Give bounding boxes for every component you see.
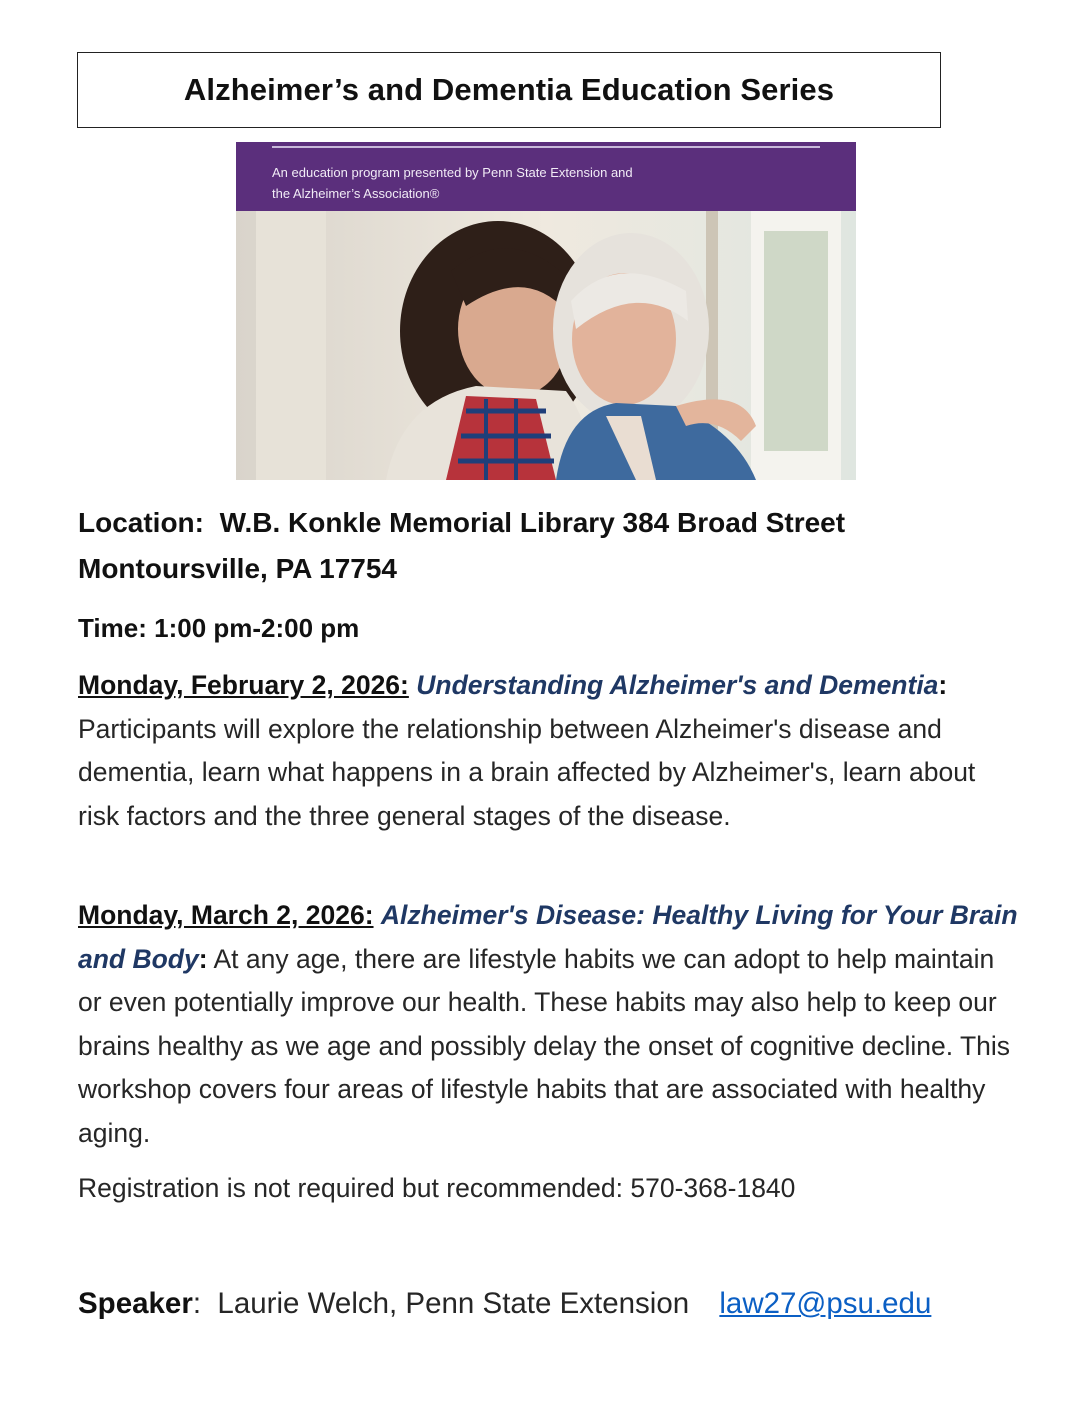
time-value: 1:00 pm-2:00 pm [154, 613, 360, 643]
time-label: Time: [78, 613, 147, 643]
banner-line-2: the Alzheimer’s Association® [272, 186, 440, 201]
session-2-colon: : [198, 943, 208, 974]
speaker-name: Laurie Welch, Penn State Extension [217, 1287, 690, 1320]
speaker-block: Speaker: Laurie Welch, Penn State Extension law27@psu.edu [78, 1287, 932, 1320]
two-women-smiling-photo-icon [236, 211, 856, 480]
time-block [78, 610, 1018, 646]
session-2 [78, 894, 1018, 1155]
banner-rule [272, 146, 820, 148]
session-1-date: Monday, February 2, 2026: [78, 670, 409, 700]
speaker-email-link[interactable]: law27@psu.edu [719, 1287, 932, 1320]
session-1 [78, 664, 1018, 838]
session-1-colon: : [938, 670, 948, 700]
page-title: Alzheimer’s and Dementia Education Series [183, 72, 835, 107]
session-1-description: Participants will explore the relationship between Alzheimer's disease and dementia, learn what happens in a brain affected by Alzheimer's, learn about risk factors and the three general stages of the disease. [78, 713, 976, 831]
session-2-topic: Alzheimer's Disease: Healthy Living for Your Brain and Body [78, 900, 1018, 974]
registration-note: Registration is not required but recommended: 570-368-1840 [78, 1173, 796, 1203]
title-box [77, 52, 941, 128]
session-2-date: Monday, March 2, 2026: [78, 900, 374, 930]
hero-banner [236, 142, 856, 211]
location-line-1: W.B. Konkle Memorial Library 384 Broad Street [219, 507, 846, 538]
hero-image [236, 142, 856, 480]
location-label: Location: [78, 507, 204, 538]
session-1-topic: Understanding Alzheimer's and Dementia [416, 670, 939, 700]
speaker-label: Speaker [78, 1287, 193, 1320]
location-block [78, 500, 1018, 592]
location-line-2: Montoursville, PA 17754 [78, 553, 397, 584]
banner-text [272, 162, 832, 204]
session-2-description: At any age, there are lifestyle habits we can adopt to help maintain or even potentially improve our health. These habits may also help to keep our brains healthy as we age and possibly delay the onset of cognitive decline. This workshop covers four areas of lifestyle habits that are associated with healthy aging. [78, 943, 1011, 1148]
banner-line-1: An education program presented by Penn State Extension and [272, 165, 633, 180]
